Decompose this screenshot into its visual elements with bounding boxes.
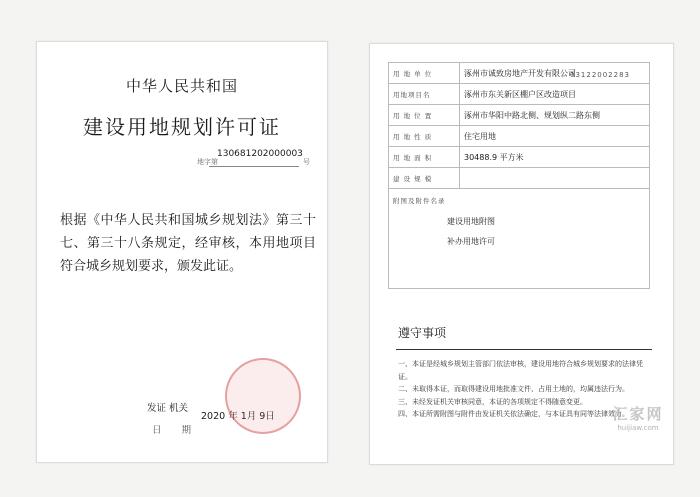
- notes-divider: [396, 349, 652, 350]
- issue-date: 2020 年 1月 9日: [201, 411, 275, 422]
- land-number-underline: [209, 166, 299, 167]
- row-label: 用 地 面 积: [389, 147, 460, 168]
- land-number-suffix: 号: [303, 158, 310, 166]
- certificate-details-page: [369, 43, 674, 465]
- land-number-value: 130681202000003: [217, 149, 303, 159]
- certificate-front-page: [36, 41, 328, 463]
- row-label: 建 设 规 模: [389, 168, 460, 189]
- notes-title: 遵守事项: [398, 326, 447, 340]
- land-info-table: [388, 62, 650, 289]
- row-value: 涿州市东关新区棚户区改造项目: [460, 84, 650, 105]
- list-item: 四、本证所需附图与附件由发证机关依法确定，与本证具有同等法律效力。: [398, 410, 629, 418]
- table-row: [389, 84, 650, 105]
- table-row: [389, 63, 650, 84]
- row-value: 30488.9 平方米: [460, 147, 650, 168]
- land-number-prefix: 地字第: [197, 158, 218, 166]
- row-label: 用 地 单 位: [389, 63, 460, 84]
- certificate-body-text: 根据《中华人民共和国城乡规划法》第三十七、第三十八条规定，经审核，本用地项目符合城乡规划要求，颁发此证。: [60, 213, 316, 274]
- list-item: 二、未取得本证，而取得建设用地批准文件、占用土地的，均属违法行为。: [398, 385, 629, 393]
- list-item: 一、本证是经城乡规划主管部门依法审核，建设用地符合城乡规划要求的法律凭证。: [398, 360, 643, 381]
- table-row: [389, 126, 650, 147]
- row-label: 用 地 性 质: [389, 126, 460, 147]
- serial-number: 03122002283: [570, 71, 630, 79]
- list-item: 三、未经发证机关审核同意，本证的各项规定不得随意变更。: [398, 397, 587, 406]
- attachments-label: 附图及附件名录: [393, 197, 446, 205]
- watermark-text: 汇家网: [612, 405, 664, 423]
- attachments-row: [389, 189, 650, 289]
- table-row: [389, 105, 650, 126]
- row-value: [460, 168, 650, 189]
- list-item: 补办用地许可: [447, 237, 495, 246]
- country-name: 中华人民共和国: [125, 77, 238, 95]
- row-label: 用地项目名: [389, 84, 460, 105]
- row-value: 住宅用地: [460, 126, 650, 147]
- watermark-url: huijiaw.com: [617, 424, 659, 432]
- certificate-title: 建设用地规划许可证: [83, 115, 281, 139]
- table-row: [389, 168, 650, 189]
- attachments-list: [447, 212, 645, 252]
- list-item: 建设用地附图: [447, 217, 495, 226]
- row-label: 用 地 位 置: [389, 105, 460, 126]
- date-label: 日期: [152, 425, 212, 436]
- row-value: 涿州市华阳中路北侧、规划纵二路东侧: [460, 105, 650, 126]
- table-row: [389, 147, 650, 168]
- row-value: 涿州市诚致房地产开发有限公司: [460, 63, 650, 84]
- issuing-authority-label: 发证 机关: [147, 403, 189, 414]
- official-seal: [225, 358, 301, 434]
- attachments-cell: [389, 189, 650, 289]
- site-watermark: [588, 403, 688, 432]
